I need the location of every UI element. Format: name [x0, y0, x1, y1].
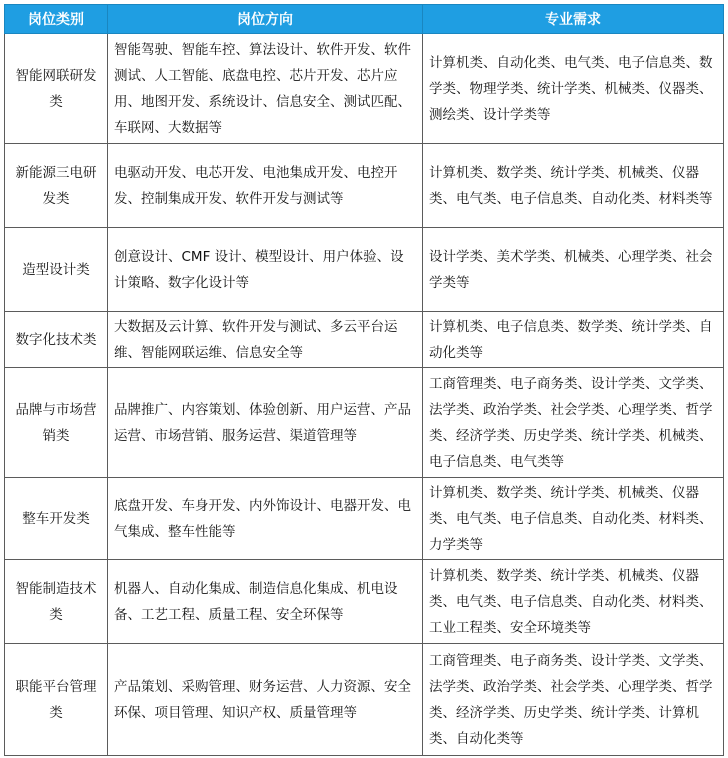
table-row	[5, 368, 724, 478]
table-header	[5, 5, 724, 34]
major-cell: 计算机类、电子信息类、数学类、统计学类、自动化类等	[423, 312, 724, 368]
table-row	[5, 312, 724, 368]
recruitment-table	[4, 4, 724, 756]
direction-cell: 品牌推广、内容策划、体验创新、用户运营、产品运营、市场营销、服务运营、渠道管理等	[108, 368, 423, 478]
header-row	[5, 5, 724, 34]
table-row	[5, 644, 724, 756]
major-cell: 工商管理类、电子商务类、设计学类、文学类、法学类、政治学类、社会学类、心理学类、哲学类、经济学类、历史学类、统计学类、机械类、电子信息类、电气类等	[423, 368, 724, 478]
category-cell: 整车开发类	[5, 478, 108, 560]
direction-cell: 智能驾驶、智能车控、算法设计、软件开发、软件测试、人工智能、底盘电控、芯片开发、芯片应用、地图开发、系统设计、信息安全、测试匹配、车联网、大数据等	[108, 34, 423, 144]
table-row	[5, 478, 724, 560]
direction-cell: 大数据及云计算、软件开发与测试、多云平台运维、智能网联运维、信息安全等	[108, 312, 423, 368]
category-cell: 品牌与市场营销类	[5, 368, 108, 478]
major-cell: 计算机类、自动化类、电气类、电子信息类、数学类、物理学类、统计学类、机械类、仪器类、测绘类、设计学类等	[423, 34, 724, 144]
table-row	[5, 228, 724, 312]
category-cell: 智能网联研发类	[5, 34, 108, 144]
major-cell: 工商管理类、电子商务类、设计学类、文学类、法学类、政治学类、社会学类、心理学类、哲学类、经济学类、历史学类、统计学类、计算机类、自动化类等	[423, 644, 724, 756]
header-category: 岗位类别	[5, 5, 108, 34]
direction-cell: 底盘开发、车身开发、内外饰设计、电器开发、电气集成、整车性能等	[108, 478, 423, 560]
category-cell: 造型设计类	[5, 228, 108, 312]
table-row	[5, 34, 724, 144]
direction-cell: 创意设计、CMF 设计、模型设计、用户体验、设计策略、数字化设计等	[108, 228, 423, 312]
table-body	[5, 34, 724, 756]
category-cell: 数字化技术类	[5, 312, 108, 368]
major-cell: 计算机类、数学类、统计学类、机械类、仪器类、电气类、电子信息类、自动化类、材料类、力学类等	[423, 478, 724, 560]
table-row	[5, 144, 724, 228]
major-cell: 设计学类、美术学类、机械类、心理学类、社会学类等	[423, 228, 724, 312]
category-cell: 智能制造技术类	[5, 560, 108, 644]
major-cell: 计算机类、数学类、统计学类、机械类、仪器类、电气类、电子信息类、自动化类、材料类等	[423, 144, 724, 228]
header-major: 专业需求	[423, 5, 724, 34]
direction-cell: 机器人、自动化集成、制造信息化集成、机电设备、工艺工程、质量工程、安全环保等	[108, 560, 423, 644]
direction-cell: 产品策划、采购管理、财务运营、人力资源、安全环保、项目管理、知识产权、质量管理等	[108, 644, 423, 756]
category-cell: 新能源三电研发类	[5, 144, 108, 228]
category-cell: 职能平台管理类	[5, 644, 108, 756]
table-row	[5, 560, 724, 644]
header-direction: 岗位方向	[108, 5, 423, 34]
major-cell: 计算机类、数学类、统计学类、机械类、仪器类、电气类、电子信息类、自动化类、材料类、工业工程类、安全环境类等	[423, 560, 724, 644]
direction-cell: 电驱动开发、电芯开发、电池集成开发、电控开发、控制集成开发、软件开发与测试等	[108, 144, 423, 228]
